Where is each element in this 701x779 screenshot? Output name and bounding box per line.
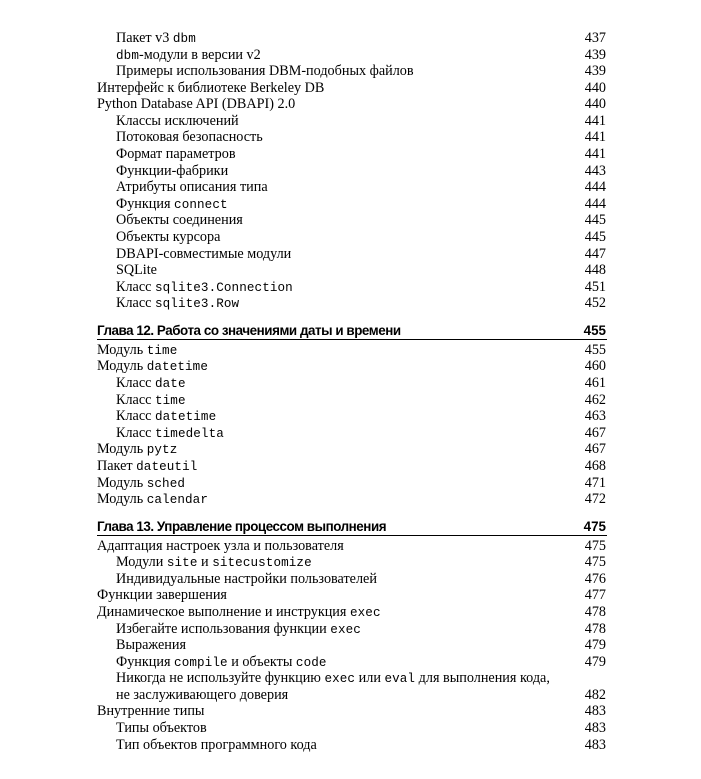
page-number: 477 bbox=[584, 587, 606, 604]
toc-entry-title bbox=[116, 571, 377, 588]
entry-text: и объекты bbox=[227, 653, 296, 670]
page-number: 451 bbox=[584, 278, 606, 295]
toc-entry-title bbox=[116, 146, 236, 163]
chapter-title: Глава 13. Управление процессом выполнения bbox=[97, 518, 387, 534]
toc-entry-title bbox=[116, 637, 186, 654]
toc-entry bbox=[0, 246, 701, 263]
entry-text: Никогда не используйте функцию bbox=[116, 670, 325, 687]
entry-text: Типы объектов bbox=[116, 720, 207, 737]
entry-text: Модуль bbox=[97, 341, 147, 358]
entry-text: для выполнения кода, bbox=[415, 670, 550, 687]
toc-entry-title bbox=[116, 392, 186, 410]
toc-entry bbox=[0, 392, 701, 409]
entry-text: Python Database API (DBAPI) 2.0 bbox=[97, 96, 296, 113]
page-number: 483 bbox=[584, 703, 606, 720]
page-number: 482 bbox=[584, 686, 606, 703]
page-number: 440 bbox=[584, 96, 606, 113]
toc-entry bbox=[0, 737, 701, 754]
toc-entry bbox=[0, 554, 701, 571]
toc-entry-title bbox=[97, 358, 208, 376]
entry-text: Модули bbox=[116, 554, 167, 571]
entry-text: Модуль bbox=[97, 358, 147, 375]
entry-text: DBAPI-совместимые модули bbox=[116, 245, 292, 262]
page-number: 471 bbox=[584, 474, 606, 491]
page-number: 441 bbox=[584, 112, 606, 129]
code-identifier: dbm bbox=[116, 48, 139, 63]
toc-entry-title bbox=[97, 703, 204, 720]
page-number: 452 bbox=[584, 295, 606, 312]
code-identifier: sched bbox=[146, 476, 186, 491]
page-number: 478 bbox=[584, 620, 606, 637]
entry-text: Классы исключений bbox=[116, 112, 239, 129]
page-number: 483 bbox=[584, 720, 606, 737]
entry-text: Класс bbox=[116, 391, 155, 408]
entry-text: Класс bbox=[116, 375, 155, 392]
toc-entry-title bbox=[116, 113, 239, 130]
toc-entry bbox=[0, 538, 701, 555]
toc-entry bbox=[0, 196, 701, 213]
toc-entry-title bbox=[116, 196, 228, 214]
page-number: 455 bbox=[583, 322, 606, 338]
entry-text: Функция bbox=[116, 653, 175, 670]
code-identifier: dateutil bbox=[136, 459, 198, 474]
toc-entry-title bbox=[116, 163, 228, 180]
code-identifier: compile bbox=[174, 655, 228, 670]
page-number: 455 bbox=[584, 341, 606, 358]
entry-text: Модуль bbox=[97, 441, 147, 458]
toc-entry-title bbox=[116, 720, 207, 737]
entry-text: не заслуживающего доверия bbox=[116, 686, 289, 703]
toc-entry bbox=[0, 670, 701, 687]
toc-entry-title bbox=[116, 408, 216, 426]
page-number: 443 bbox=[584, 162, 606, 179]
code-identifier: sqlite3.Row bbox=[154, 297, 240, 312]
entry-text: Функции завершения bbox=[97, 587, 227, 604]
page-number: 463 bbox=[584, 408, 606, 425]
entry-text: или bbox=[355, 670, 385, 687]
toc-entry-title bbox=[97, 342, 177, 360]
entry-text: -модули в версии v2 bbox=[138, 46, 261, 63]
entry-text: Тип объектов программного кода bbox=[116, 736, 317, 753]
chapter-divider bbox=[97, 339, 607, 340]
toc-entry bbox=[0, 491, 701, 508]
entry-text: Интерфейс к библиотеке Berkeley DB bbox=[97, 79, 325, 96]
toc-entry bbox=[0, 587, 701, 604]
code-identifier: eval bbox=[384, 672, 416, 687]
entry-text: Избегайте использования функции bbox=[116, 620, 331, 637]
entry-text: Модуль bbox=[97, 491, 147, 508]
toc-entry-title bbox=[116, 63, 414, 80]
toc-entry-title bbox=[116, 229, 220, 246]
entry-text: Объекты курсора bbox=[116, 228, 221, 245]
page-number: 437 bbox=[584, 30, 606, 46]
toc-entry bbox=[0, 687, 701, 704]
entry-text: и bbox=[197, 554, 213, 571]
toc-entry bbox=[0, 458, 701, 475]
code-identifier: pytz bbox=[146, 443, 178, 458]
entry-text: SQLite bbox=[116, 262, 157, 279]
page-number: 468 bbox=[584, 457, 606, 474]
toc-entry bbox=[0, 80, 701, 97]
toc-entry-title bbox=[116, 262, 157, 279]
toc-entry-title bbox=[116, 425, 224, 443]
toc-entry bbox=[0, 47, 701, 64]
page-number: 444 bbox=[584, 195, 606, 212]
toc-entry bbox=[0, 146, 701, 163]
toc-entry-title bbox=[97, 604, 381, 622]
toc-entry-title bbox=[116, 670, 550, 688]
toc-entry bbox=[0, 129, 701, 146]
toc-entry bbox=[0, 621, 701, 638]
page-number: 441 bbox=[584, 129, 606, 146]
toc-entry bbox=[0, 96, 701, 113]
toc-entry bbox=[0, 441, 701, 458]
code-identifier: connect bbox=[174, 197, 228, 212]
code-identifier: calendar bbox=[146, 493, 208, 508]
toc-entry-title bbox=[97, 475, 185, 493]
toc-entry-title bbox=[97, 538, 344, 555]
toc-entry-title bbox=[97, 491, 208, 509]
page-number: 478 bbox=[584, 603, 606, 620]
toc-entry bbox=[0, 179, 701, 196]
page-number: 441 bbox=[584, 146, 606, 163]
page-number: 475 bbox=[584, 537, 606, 554]
code-identifier: sqlite3.Connection bbox=[154, 280, 293, 295]
toc-entry bbox=[0, 654, 701, 671]
toc-entry-title bbox=[97, 458, 197, 476]
toc-entry bbox=[0, 358, 701, 375]
page-number: 467 bbox=[584, 424, 606, 441]
toc-entry-title bbox=[116, 687, 288, 704]
toc-entry-title bbox=[116, 47, 261, 65]
entry-text: Функция bbox=[116, 195, 175, 212]
toc-entry-title bbox=[116, 30, 196, 48]
page-number: 445 bbox=[584, 212, 606, 229]
page-number: 448 bbox=[584, 262, 606, 279]
toc-entry bbox=[0, 63, 701, 80]
code-identifier: code bbox=[295, 655, 327, 670]
toc-entry bbox=[0, 262, 701, 279]
code-identifier: dbm bbox=[172, 32, 196, 46]
toc-entry bbox=[0, 279, 701, 296]
toc-entry bbox=[0, 475, 701, 492]
chapter-heading bbox=[0, 518, 701, 535]
entry-text: Класс bbox=[116, 278, 155, 295]
page-number: 445 bbox=[584, 228, 606, 245]
code-identifier: sitecustomize bbox=[212, 556, 312, 571]
toc-entry-title bbox=[97, 587, 227, 604]
toc-entry bbox=[0, 408, 701, 425]
entry-text: Внутренние типы bbox=[97, 703, 205, 720]
entry-text: Пакет bbox=[97, 457, 137, 474]
code-identifier: exec bbox=[349, 605, 381, 620]
toc-entry bbox=[0, 295, 701, 312]
code-identifier: exec bbox=[324, 672, 356, 687]
toc-entry-title bbox=[116, 654, 327, 672]
page-number: 462 bbox=[584, 391, 606, 408]
entry-text: Модуль bbox=[97, 474, 147, 491]
entry-text: Примеры использования DBM-подобных файлов bbox=[116, 63, 414, 80]
page-number: 483 bbox=[584, 736, 606, 753]
page-number: 447 bbox=[584, 245, 606, 262]
toc-entry-title bbox=[116, 737, 317, 754]
chapter-title: Глава 12. Работа со значениями даты и времени bbox=[97, 322, 401, 338]
code-identifier: datetime bbox=[146, 360, 208, 375]
code-identifier: site bbox=[166, 556, 198, 571]
toc-entry bbox=[0, 571, 701, 588]
page-number: 475 bbox=[584, 554, 606, 571]
toc-entry bbox=[0, 342, 701, 359]
entry-text: Пакет v3 bbox=[116, 30, 173, 46]
toc-entry-title bbox=[116, 129, 263, 146]
toc-entry bbox=[0, 212, 701, 229]
toc-entry-title bbox=[116, 554, 312, 572]
toc-entry-title bbox=[116, 212, 243, 229]
code-identifier: time bbox=[154, 393, 186, 408]
toc-entry-title bbox=[116, 279, 293, 297]
chapter-heading bbox=[0, 322, 701, 339]
page-number: 444 bbox=[584, 179, 606, 196]
entry-text: Класс bbox=[116, 295, 155, 312]
entry-text: Адаптация настроек узла и пользователя bbox=[97, 537, 344, 554]
toc-entry-title bbox=[97, 441, 177, 459]
toc-entry-title bbox=[116, 246, 291, 263]
entry-text: Формат параметров bbox=[116, 146, 236, 163]
entry-text: Класс bbox=[116, 408, 155, 425]
page-number: 460 bbox=[584, 358, 606, 375]
chapter-divider bbox=[97, 535, 607, 536]
toc-entry-title bbox=[116, 621, 361, 639]
toc-entry bbox=[0, 375, 701, 392]
toc-entry-title bbox=[116, 179, 268, 196]
toc-entry bbox=[0, 720, 701, 737]
page-number: 440 bbox=[584, 79, 606, 96]
entry-text: Индивидуальные настройки пользователей bbox=[116, 570, 377, 587]
page-number: 479 bbox=[584, 637, 606, 654]
entry-text: Атрибуты описания типа bbox=[116, 179, 268, 196]
toc-entry bbox=[0, 637, 701, 654]
page-number: 439 bbox=[584, 63, 606, 80]
entry-text: Объекты соединения bbox=[116, 212, 243, 229]
toc-entry bbox=[0, 425, 701, 442]
page-number: 467 bbox=[584, 441, 606, 458]
toc-entry bbox=[0, 30, 701, 47]
entry-text: Потоковая безопасность bbox=[116, 129, 263, 146]
toc-entry bbox=[0, 703, 701, 720]
page-number: 472 bbox=[584, 491, 606, 508]
toc-entry bbox=[0, 229, 701, 246]
code-identifier: time bbox=[146, 343, 178, 358]
page-number: 439 bbox=[584, 46, 606, 63]
code-identifier: date bbox=[154, 377, 186, 392]
entry-text: Класс bbox=[116, 424, 155, 441]
code-identifier: exec bbox=[330, 622, 361, 637]
entry-text: Динамическое выполнение и инструкция bbox=[97, 603, 350, 620]
page-number: 476 bbox=[584, 570, 606, 587]
page-number: 475 bbox=[583, 518, 606, 534]
code-identifier: datetime bbox=[154, 410, 217, 425]
code-identifier: timedelta bbox=[154, 426, 224, 441]
page-number: 479 bbox=[584, 653, 606, 670]
toc-entry-title bbox=[97, 96, 295, 113]
toc-entry-title bbox=[97, 80, 324, 97]
toc-entry-title bbox=[116, 295, 239, 313]
toc-entry bbox=[0, 113, 701, 130]
toc-entry bbox=[0, 604, 701, 621]
page-number: 461 bbox=[584, 375, 606, 392]
toc-entry bbox=[0, 163, 701, 180]
entry-text: Функции-фабрики bbox=[116, 162, 229, 179]
entry-text: Выражения bbox=[116, 637, 187, 654]
toc-entry-title bbox=[116, 375, 186, 393]
